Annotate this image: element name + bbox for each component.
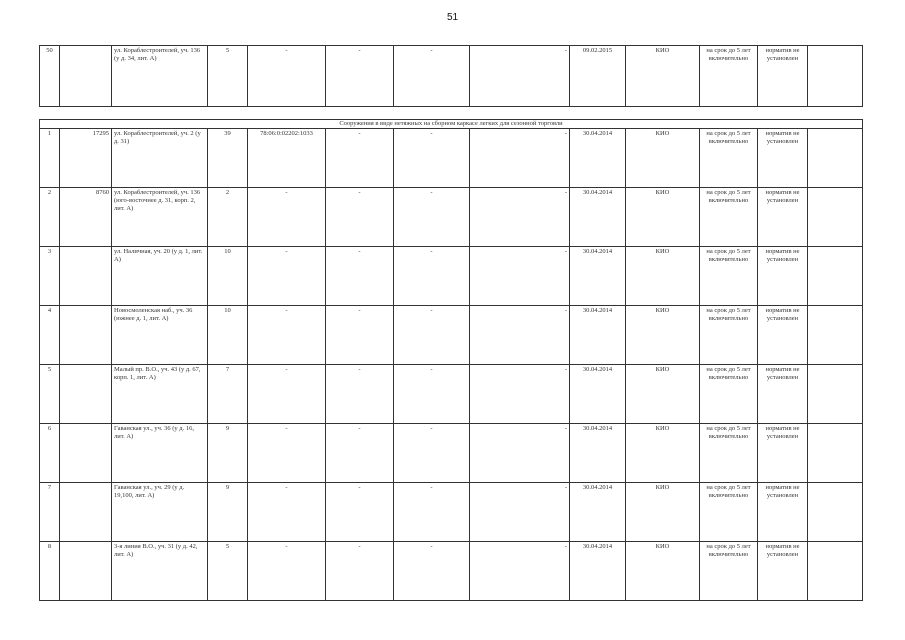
norm-cell: норматив не установлен: [758, 542, 808, 601]
column-7-cell: -: [394, 306, 470, 365]
column-6-cell: -: [326, 247, 394, 306]
cadastral-cell: -: [248, 365, 326, 424]
page-number: 51: [446, 12, 459, 23]
extra-cell: [808, 365, 863, 424]
norm-cell: норматив не установлен: [758, 129, 808, 188]
column-7-cell: -: [394, 365, 470, 424]
cadastral-cell: -: [248, 306, 326, 365]
column-7-cell: -: [394, 247, 470, 306]
area-cell: 5: [208, 542, 248, 601]
row-number-cell: 3: [40, 247, 60, 306]
date-cell: 30.04.2014: [570, 365, 626, 424]
column-6-cell: -: [326, 483, 394, 542]
norm-cell: норматив не установлен: [758, 424, 808, 483]
date-cell: 30.04.2014: [570, 424, 626, 483]
code-cell: 17295: [60, 129, 112, 188]
norm-cell: норматив не установлен: [758, 247, 808, 306]
organization-cell: КИО: [626, 306, 700, 365]
code-cell: 8760: [60, 188, 112, 247]
row-number-cell: 50: [40, 46, 60, 107]
column-8-cell: -: [470, 188, 570, 247]
date-cell: 30.04.2014: [570, 188, 626, 247]
term-cell: на срок до 5 лет включительно: [700, 46, 758, 107]
organization-cell: КИО: [626, 129, 700, 188]
date-cell: 09.02.2015: [570, 46, 626, 107]
area-cell: 9: [208, 483, 248, 542]
code-cell: [60, 247, 112, 306]
column-7-cell: -: [394, 424, 470, 483]
column-7-cell: -: [394, 188, 470, 247]
column-8-cell: -: [470, 306, 570, 365]
norm-cell: норматив не установлен: [758, 306, 808, 365]
section-title: Сооружения в виде нетяжных на сборном каркасе легких для сезонной торговли: [40, 120, 863, 129]
placement-table: [39, 45, 863, 601]
term-cell: на срок до 5 лет включительно: [700, 306, 758, 365]
column-8-cell: -: [470, 46, 570, 107]
term-cell: на срок до 5 лет включительно: [700, 542, 758, 601]
column-7-cell: -: [394, 542, 470, 601]
column-6-cell: -: [326, 46, 394, 107]
cadastral-cell: -: [248, 424, 326, 483]
date-cell: 30.04.2014: [570, 247, 626, 306]
table-row: [40, 542, 863, 601]
row-number-cell: 7: [40, 483, 60, 542]
table-row: [40, 46, 863, 107]
column-8-cell: -: [470, 483, 570, 542]
code-cell: [60, 365, 112, 424]
cadastral-cell: -: [248, 46, 326, 107]
section-header: [40, 107, 863, 129]
column-7-cell: -: [394, 483, 470, 542]
table-row: [40, 188, 863, 247]
table-row: [40, 247, 863, 306]
column-7-cell: -: [394, 46, 470, 107]
organization-cell: КИО: [626, 247, 700, 306]
code-cell: [60, 483, 112, 542]
row-number-cell: 1: [40, 129, 60, 188]
norm-cell: норматив не установлен: [758, 483, 808, 542]
extra-cell: [808, 424, 863, 483]
term-cell: на срок до 5 лет включительно: [700, 188, 758, 247]
term-cell: на срок до 5 лет включительно: [700, 424, 758, 483]
column-8-cell: -: [470, 424, 570, 483]
table-row: [40, 306, 863, 365]
column-8-cell: -: [470, 542, 570, 601]
table-body-before: [40, 46, 863, 107]
table-row: [40, 483, 863, 542]
organization-cell: КИО: [626, 483, 700, 542]
cadastral-cell: 78:06:0:02202:1033: [248, 129, 326, 188]
term-cell: на срок до 5 лет включительно: [700, 365, 758, 424]
table-row: [40, 129, 863, 188]
table-body: [40, 129, 863, 601]
cadastral-cell: -: [248, 542, 326, 601]
column-8-cell: -: [470, 247, 570, 306]
cadastral-cell: -: [248, 483, 326, 542]
table-row: [40, 424, 863, 483]
row-number-cell: 8: [40, 542, 60, 601]
column-8-cell: -: [470, 365, 570, 424]
organization-cell: КИО: [626, 46, 700, 107]
date-cell: 30.04.2014: [570, 483, 626, 542]
extra-cell: [808, 129, 863, 188]
table-row: [40, 365, 863, 424]
extra-cell: [808, 247, 863, 306]
row-number-cell: 5: [40, 365, 60, 424]
area-cell: 7: [208, 365, 248, 424]
column-6-cell: -: [326, 424, 394, 483]
norm-cell: норматив не установлен: [758, 46, 808, 107]
organization-cell: КИО: [626, 188, 700, 247]
area-cell: 10: [208, 247, 248, 306]
organization-cell: КИО: [626, 365, 700, 424]
extra-cell: [808, 542, 863, 601]
code-cell: [60, 542, 112, 601]
organization-cell: КИО: [626, 542, 700, 601]
code-cell: [60, 46, 112, 107]
area-cell: 10: [208, 306, 248, 365]
organization-cell: КИО: [626, 424, 700, 483]
code-cell: [60, 306, 112, 365]
extra-cell: [808, 188, 863, 247]
term-cell: на срок до 5 лет включительно: [700, 247, 758, 306]
area-cell: 39: [208, 129, 248, 188]
code-cell: [60, 424, 112, 483]
term-cell: на срок до 5 лет включительно: [700, 129, 758, 188]
extra-cell: [808, 483, 863, 542]
address-cell: Малый пр. В.О., уч. 43 (у д. 67, корп. 1, лит. А): [112, 365, 208, 424]
norm-cell: норматив не установлен: [758, 365, 808, 424]
row-number-cell: 4: [40, 306, 60, 365]
row-number-cell: 6: [40, 424, 60, 483]
address-cell: Новосмоленская наб., уч. 36 (южнее д. 1, лит. А): [112, 306, 208, 365]
address-cell: ул. Кораблестроителей, уч. 136 (у д. 34, лит. А): [112, 46, 208, 107]
address-cell: Гаванская ул., уч. 36 (у д. 16, лит. А): [112, 424, 208, 483]
date-cell: 30.04.2014: [570, 306, 626, 365]
area-cell: 9: [208, 424, 248, 483]
cadastral-cell: -: [248, 247, 326, 306]
extra-cell: [808, 46, 863, 107]
address-cell: ул. Кораблестроителей, уч. 136 (юго-восточнее д. 31, корп. 2, лит. А): [112, 188, 208, 247]
area-cell: 2: [208, 188, 248, 247]
address-cell: ул. Кораблестроителей, уч. 2 (у д. 31): [112, 129, 208, 188]
column-6-cell: -: [326, 306, 394, 365]
column-6-cell: -: [326, 365, 394, 424]
column-6-cell: -: [326, 129, 394, 188]
row-number-cell: 2: [40, 188, 60, 247]
date-cell: 30.04.2014: [570, 542, 626, 601]
address-cell: 3-я линия В.О., уч. 31 (у д. 42, лит. А): [112, 542, 208, 601]
column-8-cell: -: [470, 129, 570, 188]
area-cell: 5: [208, 46, 248, 107]
column-6-cell: -: [326, 542, 394, 601]
address-cell: Гаванская ул., уч. 29 (у д. 19,100, лит. А): [112, 483, 208, 542]
date-cell: 30.04.2014: [570, 129, 626, 188]
norm-cell: норматив не установлен: [758, 188, 808, 247]
extra-cell: [808, 306, 863, 365]
column-7-cell: -: [394, 129, 470, 188]
term-cell: на срок до 5 лет включительно: [700, 483, 758, 542]
column-6-cell: -: [326, 188, 394, 247]
address-cell: ул. Наличная, уч. 20 (у д. 1, лит. А): [112, 247, 208, 306]
cadastral-cell: -: [248, 188, 326, 247]
